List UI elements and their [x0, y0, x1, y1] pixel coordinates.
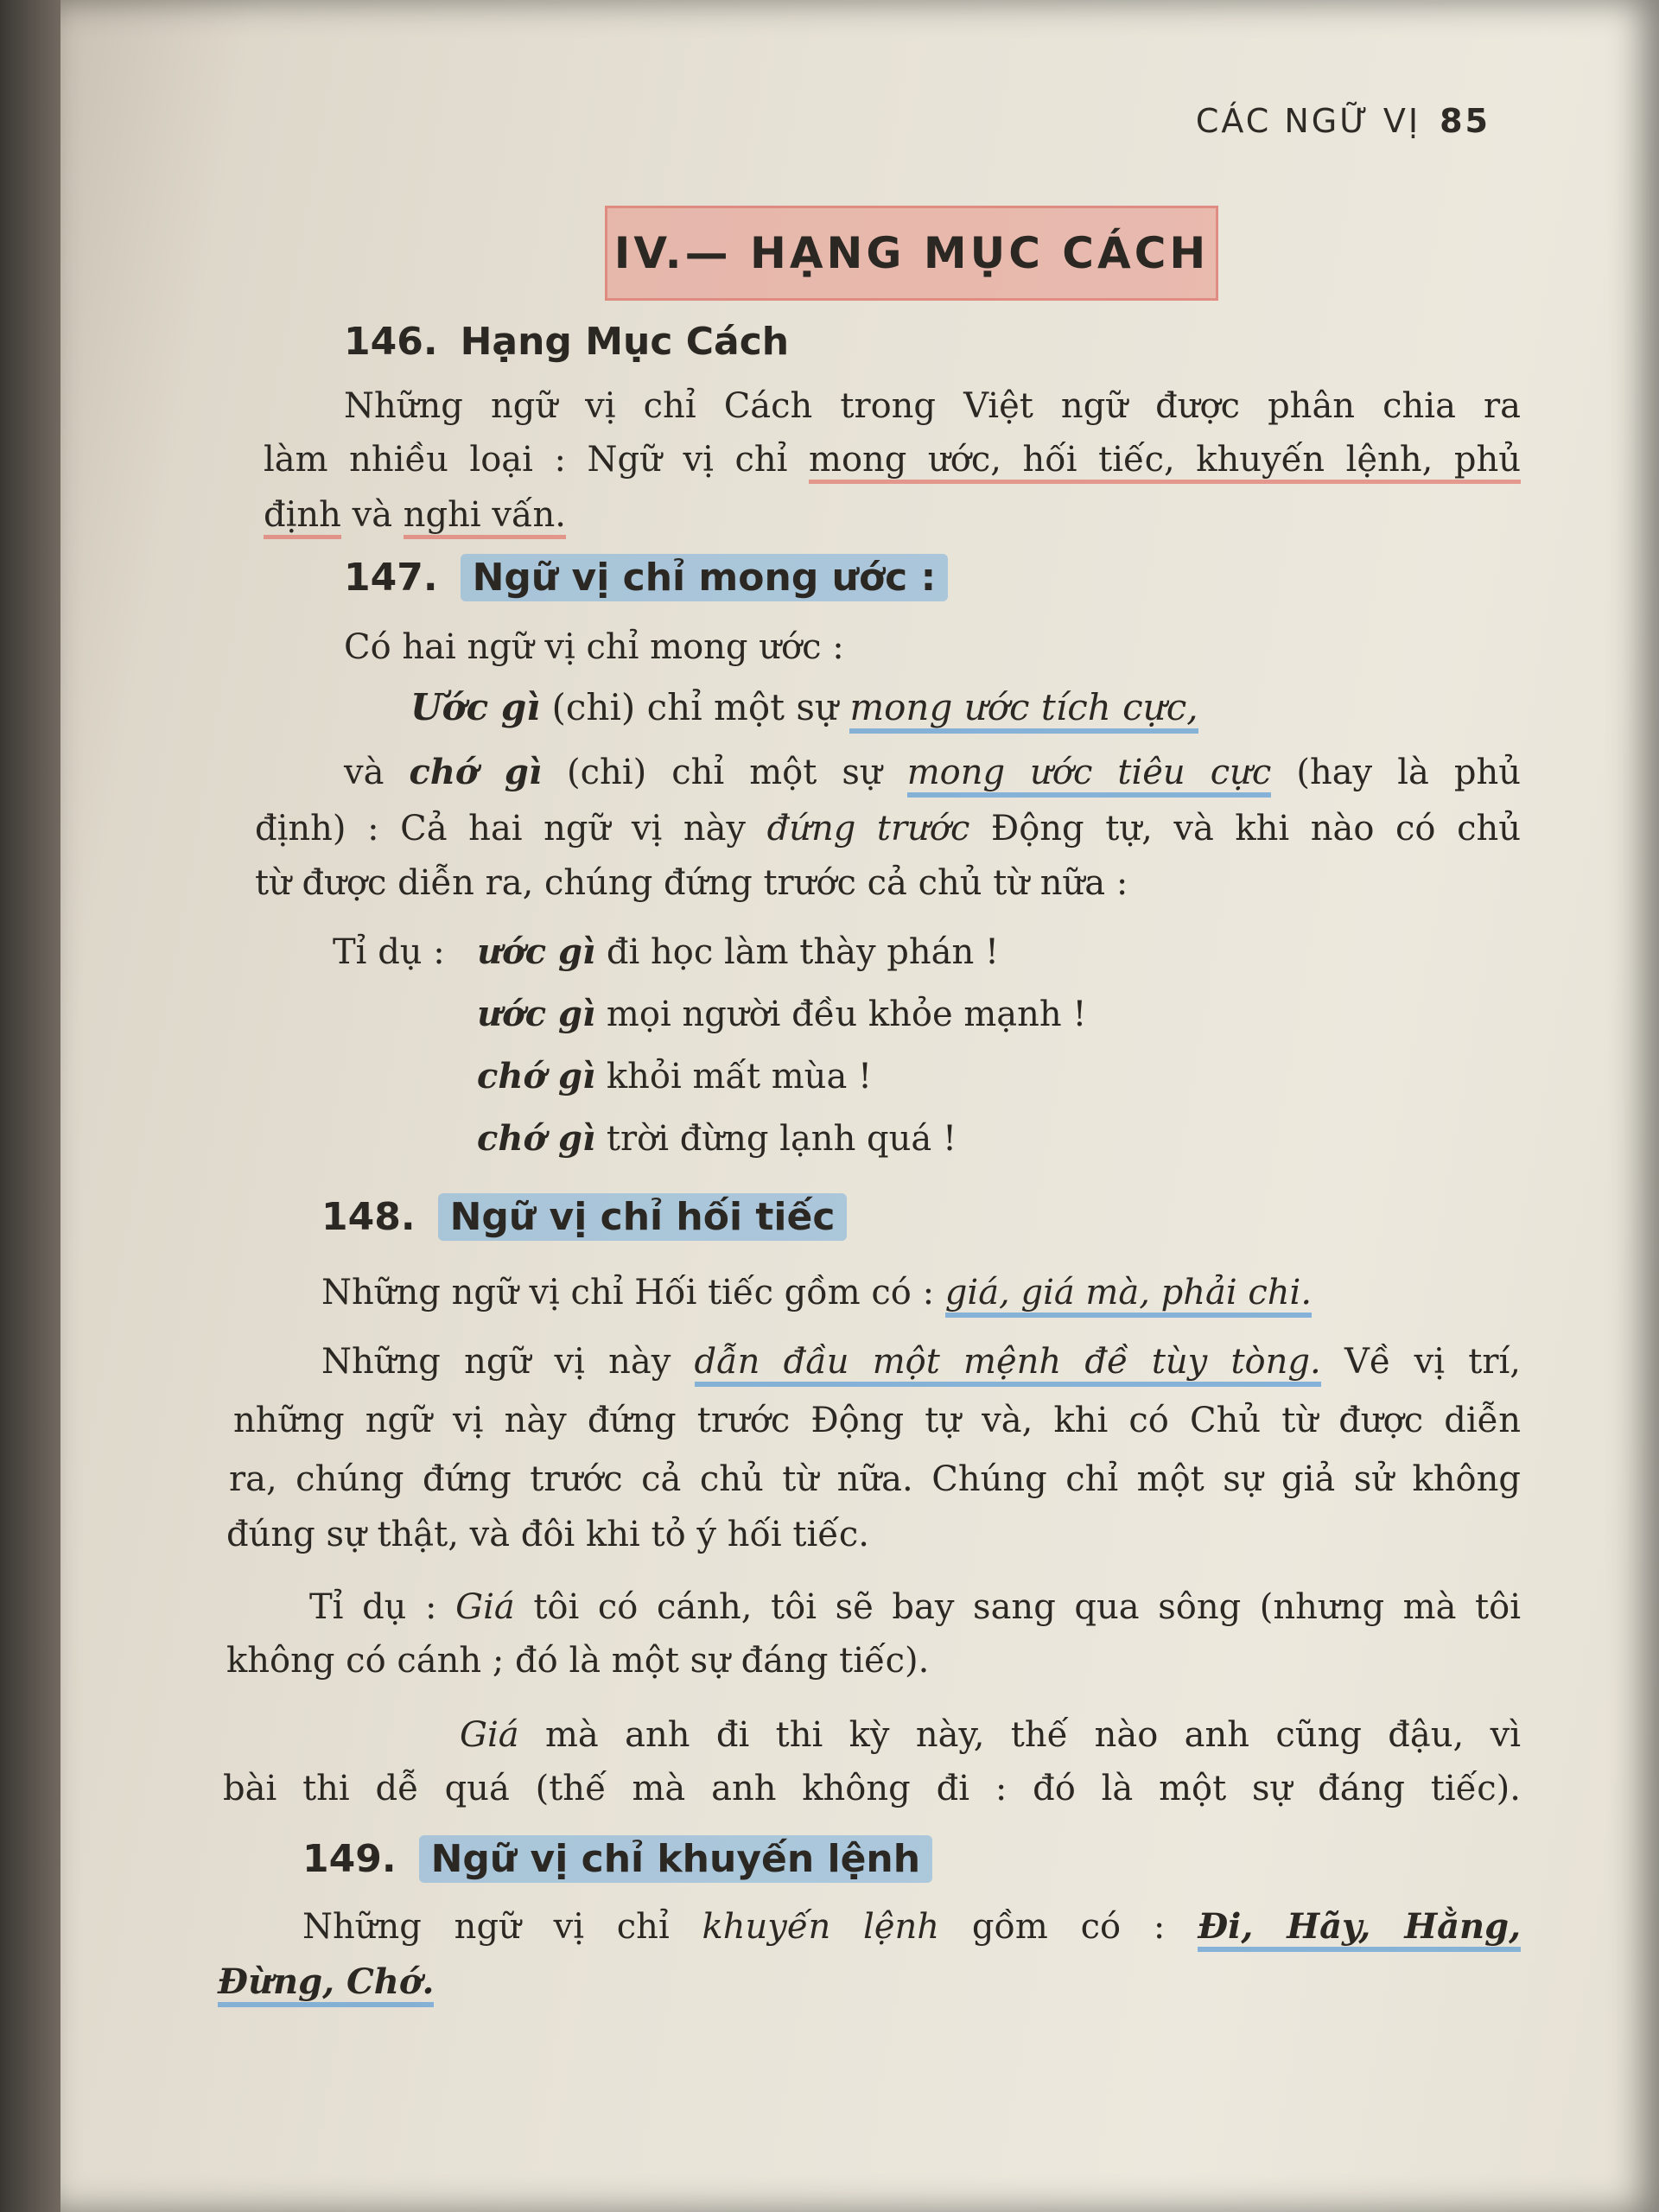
- underlined-text: định: [264, 495, 341, 539]
- italic-term: Đi, Hãy, Hằng,: [1198, 1906, 1521, 1952]
- example-label: Tỉ dụ :: [333, 932, 445, 972]
- paragraph-line: [321, 1272, 1312, 1313]
- section-number: 148.: [321, 1195, 416, 1239]
- section-title: Hạng Mục Cách: [460, 320, 790, 364]
- text-run: Những ngữ vị chỉ Hối tiếc gồm có :: [321, 1273, 945, 1313]
- italic-term: mong ước tích cực,: [849, 686, 1198, 734]
- text-run: mọi người đều khỏe mạnh !: [595, 995, 1087, 1034]
- example-label: Tỉ dụ :: [309, 1587, 456, 1627]
- page-number: 85: [1440, 102, 1491, 140]
- example-line: không có cánh ; đó là một sự đáng tiếc).: [226, 1641, 930, 1681]
- underlined-text: nghi vấn.: [404, 495, 566, 539]
- text-run: Về vị trí,: [1320, 1342, 1521, 1382]
- italic-term: Đừng, Chớ.: [218, 1961, 434, 2007]
- text-run: (chi) chỉ một sự: [542, 753, 907, 792]
- text-run: đi học làm thày phán !: [595, 932, 1000, 972]
- example-line: bài thi dễ quá (thế mà anh không đi : đó là một sự đáng tiếc).: [223, 1769, 1521, 1808]
- chapter-title: IV.— HẠNG MỤC CÁCH: [605, 206, 1218, 301]
- example-line: [477, 994, 1086, 1035]
- header-title: CÁC NGỮ VỊ: [1195, 102, 1421, 140]
- section-146-heading: [344, 321, 789, 363]
- paragraph-line: Những ngữ vị chỉ Cách trong Việt ngữ được phân chia ra: [344, 386, 1521, 426]
- text-run: Những ngữ vị này: [321, 1342, 695, 1382]
- italic-term: đứng trước: [766, 809, 970, 849]
- italic-term: ước gì: [477, 994, 596, 1034]
- section-number: 147.: [344, 556, 438, 600]
- section-number: 146.: [344, 320, 438, 364]
- italic-term: mong ước tiêu cực: [907, 753, 1272, 798]
- paragraph-line: [302, 1906, 1521, 1948]
- example-line: [477, 1056, 872, 1097]
- text-run: và: [340, 495, 404, 535]
- text-run: làm nhiều loại : Ngữ vị chỉ: [264, 440, 810, 480]
- italic-term: Giá: [460, 1715, 519, 1755]
- italic-term: chớ gì: [477, 1056, 596, 1096]
- section-title: Ngữ vị chỉ hối tiếc: [438, 1193, 848, 1241]
- italic-term: chớ gì: [409, 752, 543, 792]
- italic-term: khuyến lệnh: [702, 1907, 940, 1947]
- paragraph-line: những ngữ vị này đứng trước Động tự và, khi có Chủ từ được diễn: [233, 1401, 1521, 1440]
- paragraph-line: [410, 687, 1198, 728]
- text-run: Động tự, và khi nào có chủ: [969, 809, 1521, 849]
- paragraph-line: ra, chúng đứng trước cả chủ từ nữa. Chúng chỉ một sự giả sử không: [229, 1459, 1521, 1499]
- section-148-heading: [321, 1197, 847, 1238]
- example-line: [460, 1714, 1521, 1756]
- italic-term: ước gì: [477, 931, 596, 972]
- underlined-text: mong ước, hối tiếc, khuyến lệnh, phủ: [809, 440, 1521, 484]
- paragraph-line: [264, 494, 566, 536]
- text-run: Những ngữ vị chỉ: [302, 1907, 702, 1947]
- section-147-heading: [344, 557, 948, 599]
- italic-term: dẫn đầu một mệnh đề tùy tòng.: [695, 1342, 1321, 1387]
- paragraph-line: Có hai ngữ vị chỉ mong ước :: [344, 627, 844, 667]
- text-run: trời đừng lạnh quá !: [595, 1119, 957, 1159]
- text-run: khỏi mất mùa !: [595, 1057, 873, 1096]
- paragraph-line: [264, 439, 1521, 480]
- example-line: [309, 1586, 1521, 1628]
- example-line: [477, 931, 999, 973]
- paragraph-line: [218, 1961, 434, 2003]
- italic-term: giá, giá mà, phải chi.: [945, 1273, 1312, 1318]
- italic-term: Giá: [455, 1587, 515, 1627]
- text-run: tôi có cánh, tôi sẽ bay sang qua sông (nhưng mà tôi: [514, 1587, 1521, 1627]
- text-run: (hay là phủ: [1271, 753, 1521, 792]
- paragraph-line: [321, 1341, 1521, 1382]
- section-title: Ngữ vị chỉ khuyến lệnh: [419, 1835, 933, 1883]
- text-run: mà anh đi thi kỳ này, thế nào anh cũng đậu, vì: [518, 1715, 1521, 1755]
- section-149-heading: [302, 1839, 932, 1880]
- paragraph-line: [255, 808, 1521, 849]
- text-run: gồm có :: [939, 1907, 1198, 1947]
- text-run: và: [344, 753, 410, 792]
- section-title: Ngữ vị chỉ mong ước :: [461, 554, 949, 601]
- example-line: [477, 1118, 957, 1160]
- text-run: (chi) chỉ một sự: [540, 686, 850, 728]
- italic-term: Ước gì: [410, 686, 541, 728]
- section-number: 149.: [302, 1837, 397, 1881]
- italic-term: chớ gì: [477, 1118, 596, 1159]
- running-header: [1196, 102, 1491, 140]
- paragraph-line: [344, 752, 1521, 793]
- paragraph-line: đúng sự thật, và đôi khi tỏ ý hối tiếc.: [226, 1515, 870, 1554]
- paragraph-line: từ được diễn ra, chúng đứng trước cả chủ từ nữa :: [255, 863, 1128, 903]
- text-run: định) : Cả hai ngữ vị này: [255, 809, 767, 849]
